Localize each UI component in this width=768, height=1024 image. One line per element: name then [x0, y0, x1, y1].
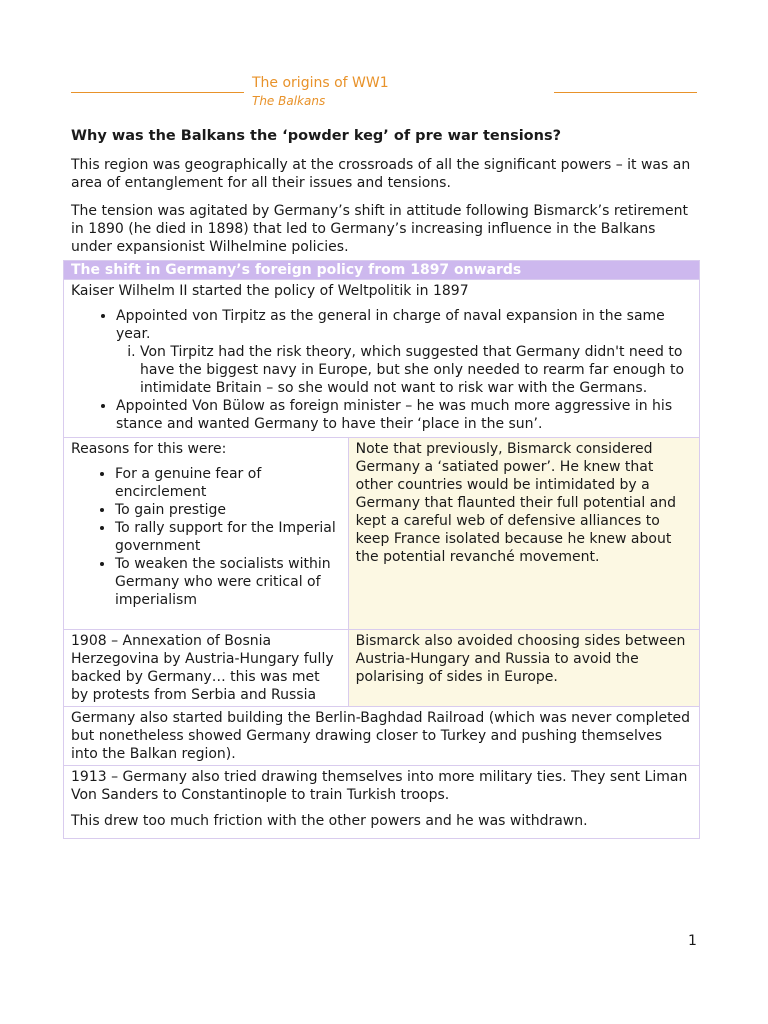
list-item: • To weaken the socialists within Germany who were critical of imperialism	[115, 555, 341, 609]
cell-lead: Kaiser Wilhelm II started the policy of Weltpolitik in 1897	[71, 283, 469, 299]
annexation-cell	[64, 630, 349, 707]
table-header: The shift in Germany’s foreign policy from 1897 onwards	[64, 261, 700, 280]
note-text: Note that previously, Bismarck considered Germany a ‘satiated power’. He knew that other countries would be intimidated by a Germany that flaunted their full potential and kept a careful web of defensive alliances to keep France isolated because he knew about the potential revanché movement.	[355, 441, 677, 565]
document-title: The origins of WW1	[252, 75, 389, 91]
document-body	[71, 127, 699, 266]
header-rule-right	[554, 92, 697, 93]
bismarck-note-cell	[348, 438, 699, 630]
reasons-list	[71, 465, 341, 609]
list-item	[116, 307, 692, 397]
document-subtitle: The Balkans	[252, 94, 326, 108]
list-item: • To rally support for the Imperial government	[115, 519, 341, 555]
bullet-list	[71, 307, 692, 433]
railroad-cell	[64, 707, 700, 766]
table-row	[64, 438, 700, 630]
cell-text: Germany also started building the Berlin-Baghdad Railroad (which was never completed but nonetheless showed Germany drawing closer to Turkey and pushing themselves into the Balkan region).	[71, 710, 691, 762]
liman-cell	[64, 766, 700, 839]
section-heading: Why was the Balkans the ‘powder keg’ of pre war tensions?	[71, 128, 561, 144]
bismarck-note-cell	[348, 630, 699, 707]
table-header-row	[64, 261, 700, 280]
intro-paragraph: The tension was agitated by Germany’s shift in attitude following Bismarck’s retirement in 1890 (he died in 1898) that led to Germany’s increasing influence in the Balkans under expansionist Wilhelmine policies.	[71, 203, 688, 255]
table-row	[64, 766, 700, 839]
weltpolitik-cell	[64, 280, 700, 438]
list-item: • Appointed Von Bülow as foreign minister – he was much more aggressive in his stance and wanted Germany to have their ‘place in the sun’.	[116, 397, 692, 433]
cell-lead: Reasons for this were:	[71, 441, 227, 457]
policy-table	[63, 260, 700, 839]
cell-text: 1913 – Germany also tried drawing themselves into more military ties. They sent Liman Von Sanders to Constantinople to train Turkish troops.	[71, 769, 688, 803]
list-item: • For a genuine fear of encirclement	[115, 465, 341, 501]
cell-text: 1908 – Annexation of Bosnia Herzegovina by Austria-Hungary fully backed by Germany… this was met by protests from Serbia and Russia	[71, 633, 334, 703]
page-number: 1	[688, 933, 697, 949]
sub-list	[116, 343, 692, 397]
table-row	[64, 707, 700, 766]
header-rule-left	[71, 92, 244, 93]
table-row	[64, 630, 700, 707]
note-text: Bismarck also avoided choosing sides between Austria-Hungary and Russia to avoid the polarising of sides in Europe.	[355, 633, 686, 685]
cell-text: This drew too much friction with the other powers and he was withdrawn.	[71, 813, 588, 829]
intro-paragraph: This region was geographically at the crossroads of all the significant powers – it was an area of entanglement for all their issues and tensions.	[71, 157, 691, 191]
list-item-text: Appointed von Tirpitz as the general in charge of naval expansion in the same year.	[116, 308, 665, 342]
table-row	[64, 280, 700, 438]
list-item: • To gain prestige	[115, 501, 341, 519]
reasons-cell	[64, 438, 349, 630]
sub-list-item: i. Von Tirpitz had the risk theory, which suggested that Germany didn't need to have the biggest navy in Europe, but she only needed to rearm far enough to intimidate Britain – so she would not want to risk war with the Germans.	[140, 343, 692, 397]
